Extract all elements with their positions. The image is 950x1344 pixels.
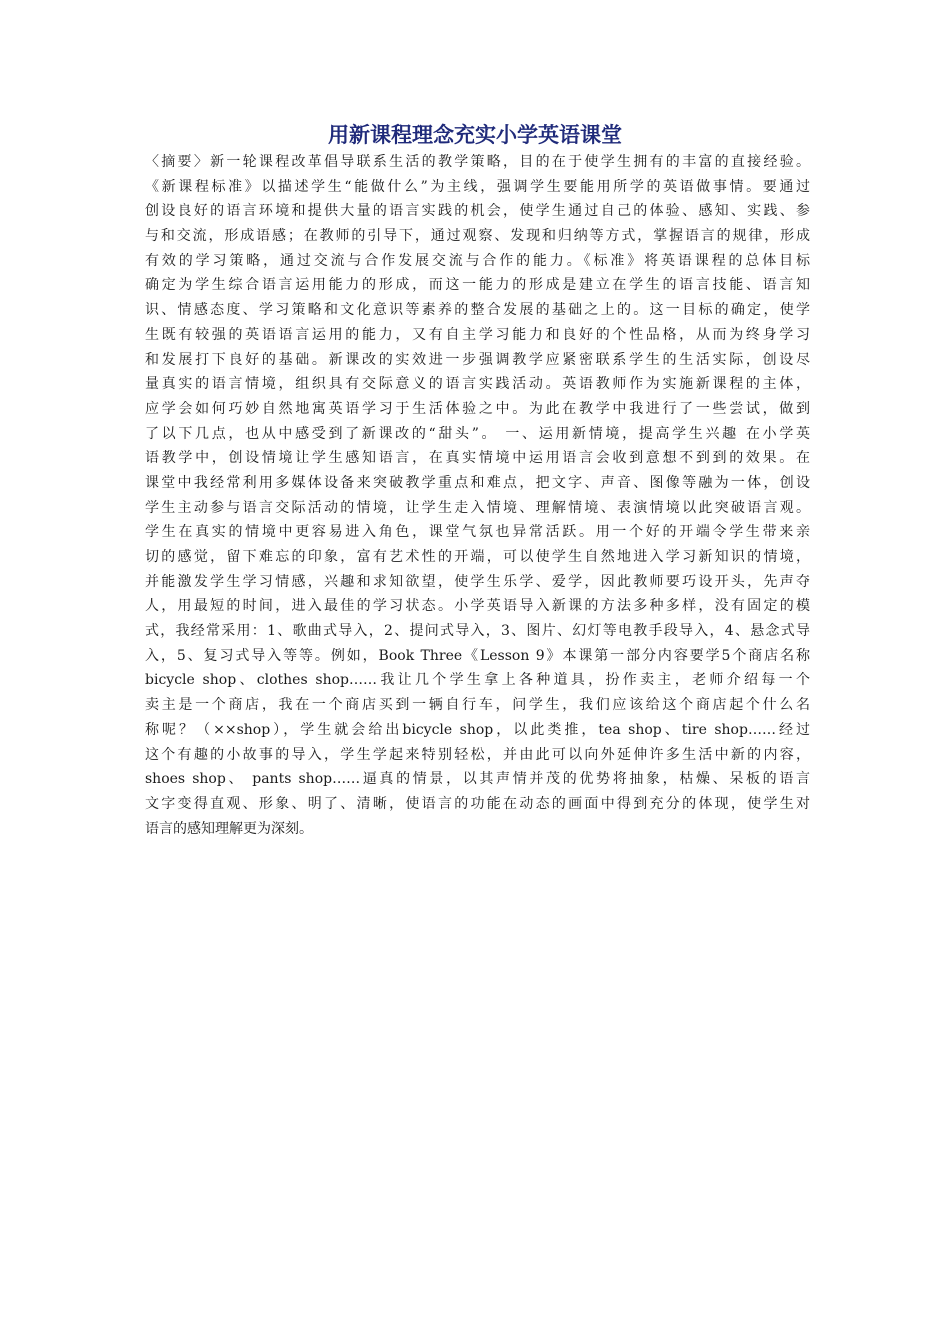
body-line: shoes shop、 pants shop……逼真的情景，以其声情并茂的优势将抽象，枯燥、呆板的语言 [145,771,810,788]
body-line: 应学会如何巧妙自然地寓英语学习于生活体验之中。为此在教学中我进行了一些尝试，做到 [145,400,810,417]
body-line: 〈摘要〉新一轮课程改革倡导联系生活的教学策略，目的在于使学生拥有的丰富的直接经验。 [145,154,810,170]
body-line: 文字变得直观、形象、明了、清晰，使语言的功能在动态的画面中得到充分的体现，使学生对 [145,795,810,812]
body-line: 式，我经常采用：1、歌曲式导入，2、提问式导入，3、图片、幻灯等电教手段导入，4、悬念式导 [145,623,810,640]
body-line: 切的感觉，留下难忘的印象，富有艺术性的开端，可以使学生自然地进入学习新知识的情境， [145,549,810,565]
body-line: 生既有较强的英语语言运用的能力，又有自主学习能力和良好的个性品格，从而为终身学习 [145,326,810,343]
body-line: 有效的学习策略，通过交流与合作发展交流与合作的能力。《标准》将英语课程的总体目标 [145,252,810,269]
body-line: 卖主是一个商店，我在一个商店买到一辆自行车，问学生，我们应该给这个商店起个什么名 [145,697,810,714]
document-body [145,150,810,841]
document-title: 用新课程理念充实小学英语课堂 [328,123,622,147]
body-line: 人，用最短的时间，进入最佳的学习状态。小学英语导入新课的方法多种多样，没有固定的模 [145,598,810,615]
body-line: 量真实的语言情境，组织具有交际意义的语言实践活动。英语教师作为实施新课程的主体， [145,376,810,393]
body-line: 课堂中我经常利用多媒体设备来突破教学重点和难点，把文字、声音、图像等融为一体，创设 [145,474,810,491]
body-line: 识、情感态度、学习策略和文化意识等素养的整合发展的基础之上的。这一目标的确定，使学 [145,302,810,319]
body-line: 语言的感知理解更为深刻。 [145,820,313,837]
body-line: 《新课程标准》以描述学生“能做什么”为主线，强调学生要能用所学的英语做事情。要通过 [145,178,810,195]
body-line: 并能激发学生学习情感，兴趣和求知欲望，使学生乐学、爱学，因此教师要巧设开头，先声夺 [145,573,810,590]
body-line: 学生主动参与语言交际活动的情境，让学生走入情境、理解情境、表演情境以此突破语言观。 [145,499,810,516]
body-line: 语教学中，创设情境让学生感知语言，在真实情境中运用语言会收到意想不到到的效果。在 [145,450,810,467]
body-line: 创设良好的语言环境和提供大量的语言实践的机会，使学生通过自己的体验、感知、实践、参 [145,203,810,220]
body-line: 了以下几点，也从中感受到了新课改的“甜头”。 一、运用新情境，提高学生兴趣 在小学英 [145,425,810,442]
body-line: 学生在真实的情境中更容易进入角色，课堂气氛也异常活跃。用一个好的开端令学生带来亲 [145,524,810,541]
body-line: 与和交流，形成语感；在教师的引导下，通过观察、发现和归纳等方式，掌握语言的规律，形成 [145,228,810,245]
body-line: 入，5、复习式导入等等。例如，Book Three《Lesson 9》本课第一部分内容要学5个商店名称 [145,647,810,664]
body-line: 确定为学生综合语言运用能力的形成，而这一能力的形成是建立在学生的语言技能、语言知 [145,277,810,294]
body-line: 称呢？（××shop），学生就会给出bicycle shop，以此类推，tea shop、tire shop……经过 [145,721,810,738]
body-line: 这个有趣的小故事的导入，学生学起来特别轻松，并由此可以向外延伸许多生活中新的内容， [145,746,810,763]
body-line: bicycle shop、clothes shop……我让几个学生拿上各种道具，扮作卖主，老师介绍每一个 [145,672,810,689]
body-line: 和发展打下良好的基础。新课改的实效进一步强调教学应紧密联系学生的生活实际，创设尽 [145,351,810,368]
